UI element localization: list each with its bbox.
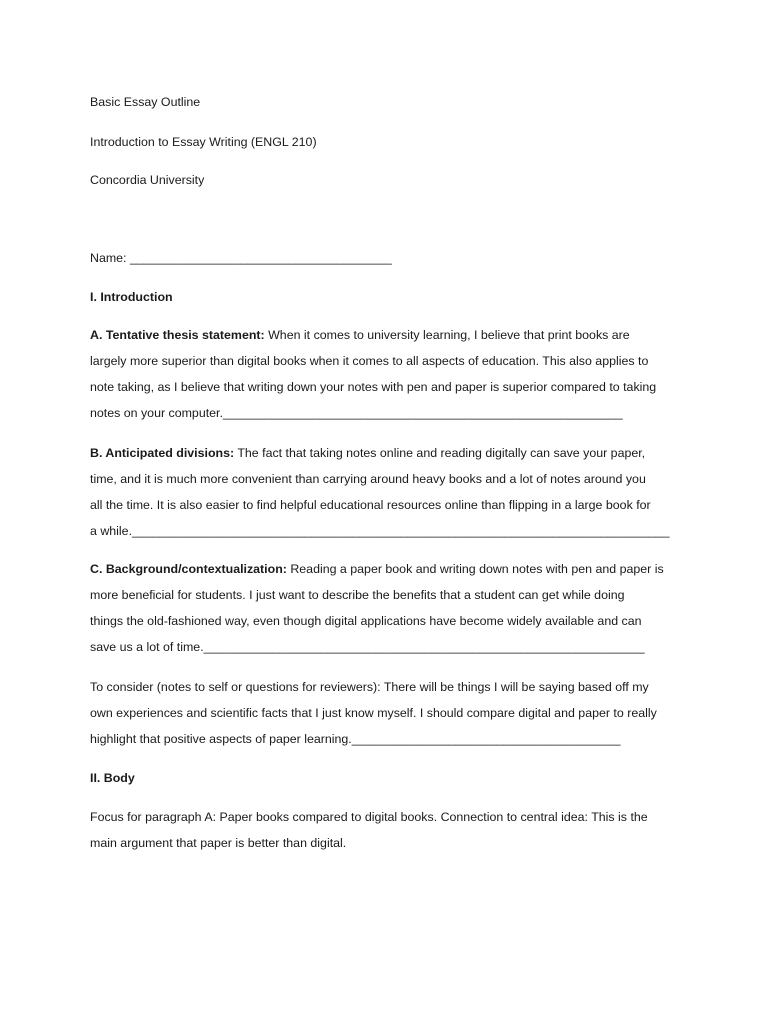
thesis-text-line: note taking, as I believe that writing down your notes with pen and paper is superior compared to taking <box>90 380 657 394</box>
background-paragraph <box>90 556 664 660</box>
divisions-text-line: time, and it is much more convenient than carrying around heavy books and a lot of notes around you <box>90 472 646 486</box>
background-text-line: more beneficial for students. I just want to describe the benefits that a student can get while doing <box>90 588 625 602</box>
consider-text-line: highlight that positive aspects of paper learning._______________________________________ <box>90 732 621 746</box>
anticipated-divisions-paragraph <box>90 440 670 544</box>
name-label: Name: <box>90 251 127 265</box>
section-heading-introduction: I. Introduction <box>90 290 173 304</box>
thesis-text-line: When it comes to university learning, I believe that print books are <box>264 328 630 342</box>
thesis-statement-paragraph <box>90 322 656 426</box>
divisions-text-line: all the time. It is also easier to find helpful educational resources online than flipping in a large book for <box>90 498 651 512</box>
background-text-line: things the old-fashioned way, even though digital applications have become widely available and can <box>90 614 642 628</box>
document-title: Basic Essay Outline <box>90 95 201 109</box>
focus-text-line: Focus for paragraph A: Paper books compared to digital books. Connection to central idea: This is the <box>90 810 648 824</box>
consider-text-line: To consider (notes to self or questions for reviewers): There will be things I will be saying based off my <box>90 680 649 694</box>
institution-name: Concordia University <box>90 173 205 187</box>
thesis-text-line: notes on your computer.__________________________________________________________ <box>90 406 623 420</box>
divisions-text-line: The fact that taking notes online and reading digitally can save your paper, <box>234 446 646 460</box>
thesis-text-line: largely more superior than digital books when it comes to all aspects of education. This also applies to <box>90 354 649 368</box>
thesis-label: A. Tentative thesis statement: <box>90 328 265 342</box>
focus-text-line: main argument that paper is better than digital. <box>90 836 347 850</box>
consider-text-line: own experiences and scientific facts that I just know myself. I should compare digital and paper to really <box>90 706 657 720</box>
name-field <box>90 250 392 266</box>
divisions-label: B. Anticipated divisions: <box>90 446 235 460</box>
focus-paragraph <box>90 804 648 856</box>
divisions-text-line: a while.______________________________________________________________________________ <box>90 524 670 538</box>
name-blank: ______________________________________ <box>129 251 392 265</box>
background-label: C. Background/contextualization: <box>90 562 287 576</box>
background-text-line: Reading a paper book and writing down notes with pen and paper is <box>286 562 664 576</box>
background-text-line: save us a lot of time.________________________________________________________________ <box>90 640 645 654</box>
section-heading-body: II. Body <box>90 771 135 785</box>
course-name: Introduction to Essay Writing (ENGL 210) <box>90 135 317 149</box>
to-consider-paragraph <box>90 674 657 752</box>
